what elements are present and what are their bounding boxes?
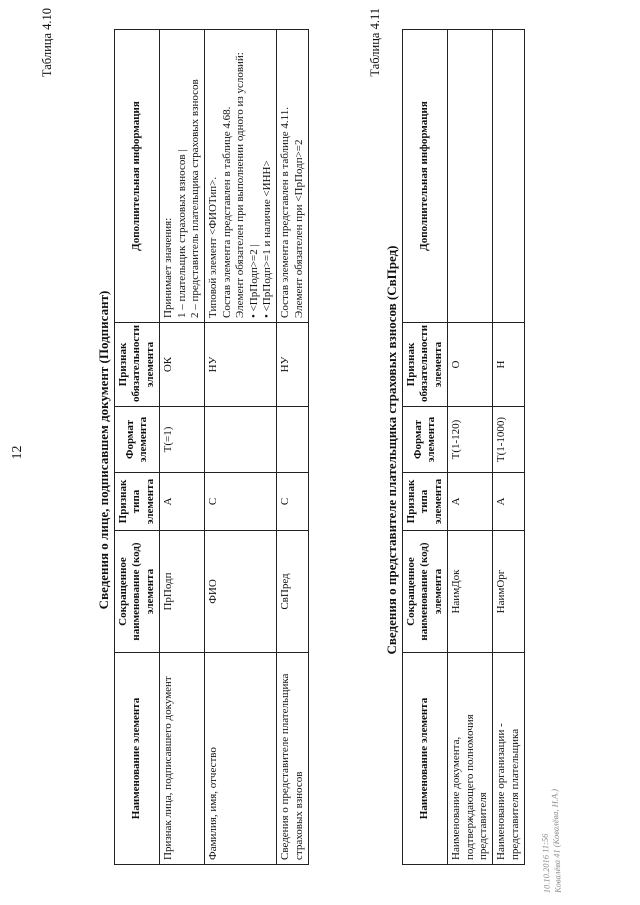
table-header-row [403,30,448,865]
page-number: 12 [10,445,25,460]
column-header: Сокращенное наименование (код) элемента [403,531,448,653]
column-header: Признак обязательности элемента [115,323,160,407]
cell-code: НаимОрг [493,531,525,653]
table-row [205,30,277,865]
table-header-row [115,30,160,865]
table-row [277,30,309,865]
table-4-10-title: Сведения о лице, подписавшем документ (Подписант) [96,290,111,610]
column-header: Дополнительная информация [403,30,448,323]
column-header: Признак типа элемента [403,473,448,531]
info-line: Элемент обязателен при <ПрПодп>=2 [292,139,305,318]
cell-info [493,30,525,323]
cell-required: О [448,323,493,407]
info-line: • <ПрПодп>=1 и наличие <ИНН> [261,160,274,318]
info-line: Состав элемента представлен в таблице 4.11. [279,106,292,318]
info-line: Элемент обязателен при выполнении одного из условий: [234,52,247,318]
cell-format: Т(1-1000) [493,407,525,473]
cell-info [448,30,493,323]
column-header: Дополнительная информация [115,30,160,323]
cell-type: А [448,473,493,531]
cell-name: Наименование документа, подтверждающего полномочия представителя [448,653,493,865]
cell-type: А [160,473,205,531]
cell-name: Признак лица, подписавшего документ [160,653,205,865]
cell-code: СвПред [277,531,309,653]
table-4-11-title: Сведения о представителе плательщика страховых взносов (СвПред) [384,245,399,655]
cell-format: Т(1-120) [448,407,493,473]
cell-code: ПрПодп [160,531,205,653]
table-row [160,30,205,865]
cell-required: Н [493,323,525,407]
column-header: Формат элемента [115,407,160,473]
table-row [448,30,493,865]
table-4-11 [402,29,525,865]
table-row [493,30,525,865]
signature-name: Ковалёва 41 (Ковалёва, Н.А.) [549,788,563,893]
cell-info [277,30,309,323]
cell-format [277,407,309,473]
column-header: Наименование элемента [115,653,160,865]
cell-required: НУ [205,323,277,407]
info-line: 2 – представитель плательщика страховых взносов [189,79,202,318]
column-header: Сокращенное наименование (код) элемента [115,531,160,653]
cell-code: ФИО [205,531,277,653]
cell-required: НУ [277,323,309,407]
cell-type: С [277,473,309,531]
cell-code: НаимДок [448,531,493,653]
cell-format: Т(=1) [160,407,205,473]
column-header: Формат элемента [403,407,448,473]
cell-info [205,30,277,323]
info-line: • <ПрПодп>=2 | [247,244,260,318]
table-4-10 [114,29,309,865]
cell-info [160,30,205,323]
info-line: Принимает значения: [162,217,175,318]
info-line: 1 – плательщик страховых взносов | [175,149,188,318]
cell-type: А [493,473,525,531]
column-header: Наименование элемента [403,653,448,865]
info-line: Состав элемента представлен в таблице 4.68. [220,106,233,318]
info-line: Типовой элемент <ФИОТип>. [207,176,220,318]
signature-stamp [538,789,564,894]
cell-required: ОК [160,323,205,407]
column-header: Признак типа элемента [115,473,160,531]
column-header: Признак обязательности элемента [403,323,448,407]
table-4-10-label: Таблица 4.10 [40,8,54,78]
signature-date: 10.10.2016 11:56 [539,833,552,894]
cell-name: Наименование организации - представителя плательщика [493,653,525,865]
cell-type: С [205,473,277,531]
cell-name: Фамилия, имя, отчество [205,653,277,865]
table-4-11-label: Таблица 4.11 [368,8,382,77]
cell-name: Сведения о представителе плательщика страховых взносов [277,653,309,865]
cell-format [205,407,277,473]
